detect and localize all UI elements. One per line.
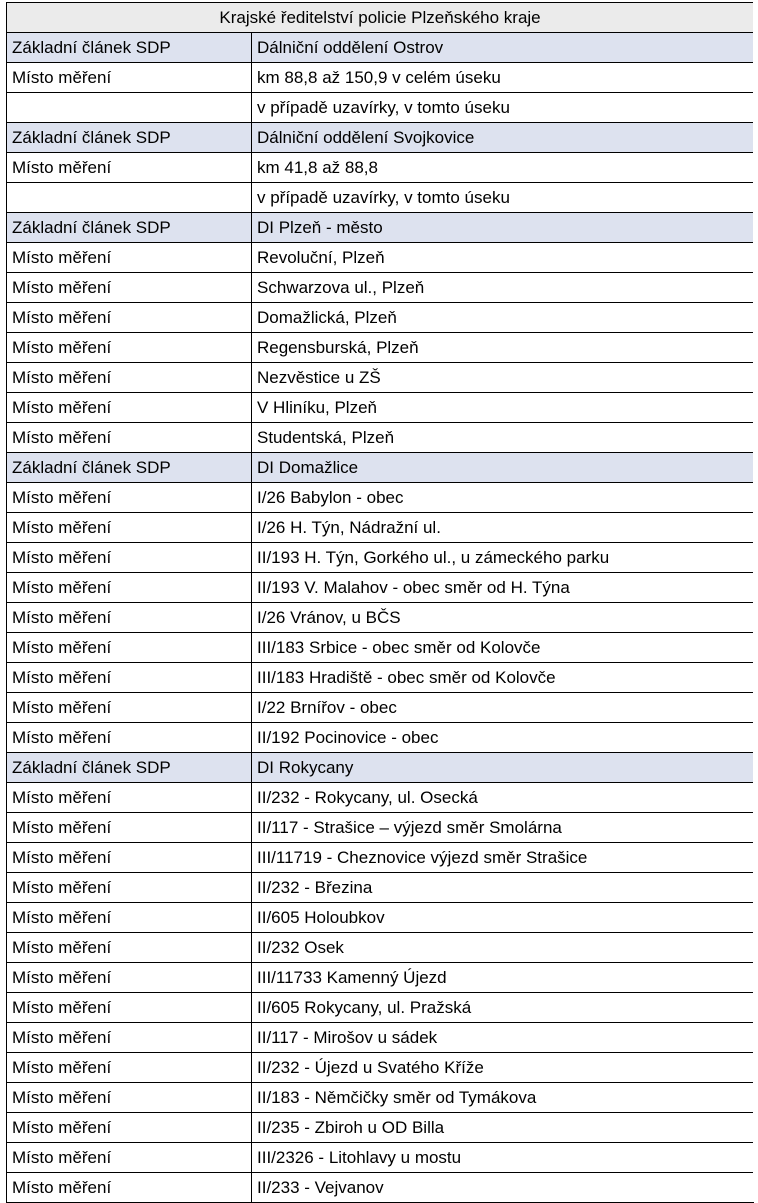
row-location: V Hliníku, Plzeň — [252, 393, 754, 423]
section-unit-label: Základní článek SDP — [7, 33, 252, 63]
section-unit-name: DI Rokycany — [252, 753, 754, 783]
section-unit-label: Základní článek SDP — [7, 123, 252, 153]
row-location: III/11733 Kamenný Újezd — [252, 963, 754, 993]
row-location: v případě uzavírky, v tomto úseku — [252, 183, 754, 213]
table-body — [7, 3, 754, 1203]
row-label: Místo měření — [7, 873, 252, 903]
row-location: Nezvěstice u ZŠ — [252, 363, 754, 393]
row-location: II/193 V. Malahov - obec směr od H. Týna — [252, 573, 754, 603]
table-row — [7, 573, 754, 603]
row-location: Domažlická, Plzeň — [252, 303, 754, 333]
row-label: Místo měření — [7, 363, 252, 393]
row-label: Místo měření — [7, 903, 252, 933]
title-row — [7, 3, 754, 33]
section-header-row — [7, 123, 754, 153]
row-location: v případě uzavírky, v tomto úseku — [252, 93, 754, 123]
table-row — [7, 483, 754, 513]
row-location: II/232 Osek — [252, 933, 754, 963]
table-row — [7, 513, 754, 543]
row-label: Místo měření — [7, 273, 252, 303]
row-location: II/192 Pocinovice - obec — [252, 723, 754, 753]
row-label: Místo měření — [7, 633, 252, 663]
row-label: Místo měření — [7, 153, 252, 183]
right-margin — [753, 0, 758, 1202]
table-row — [7, 393, 754, 423]
table-title: Krajské ředitelství policie Plzeňského kraje — [7, 3, 754, 33]
row-location: II/183 - Němčičky směr od Tymákova — [252, 1083, 754, 1113]
row-location: I/26 H. Týn, Nádražní ul. — [252, 513, 754, 543]
table-row — [7, 963, 754, 993]
row-label: Místo měření — [7, 333, 252, 363]
table-row — [7, 993, 754, 1023]
row-location: II/232 - Újezd u Svatého Kříže — [252, 1053, 754, 1083]
row-label — [7, 183, 252, 213]
row-location: km 41,8 až 88,8 — [252, 153, 754, 183]
row-label: Místo měření — [7, 813, 252, 843]
row-label: Místo měření — [7, 723, 252, 753]
table-row — [7, 813, 754, 843]
row-location: II/117 - Strašice – výjezd směr Smolárna — [252, 813, 754, 843]
row-location: II/233 - Vejvanov — [252, 1173, 754, 1203]
row-location: I/26 Vránov, u BČS — [252, 603, 754, 633]
table-row — [7, 663, 754, 693]
table-row — [7, 243, 754, 273]
row-label: Místo měření — [7, 513, 252, 543]
row-location: II/232 - Rokycany, ul. Osecká — [252, 783, 754, 813]
measurement-locations-table — [6, 2, 754, 1203]
section-unit-label: Základní článek SDP — [7, 753, 252, 783]
table-row — [7, 693, 754, 723]
row-location: II/605 Rokycany, ul. Pražská — [252, 993, 754, 1023]
row-location: Schwarzova ul., Plzeň — [252, 273, 754, 303]
table-row — [7, 1173, 754, 1203]
row-label: Místo měření — [7, 933, 252, 963]
table-row — [7, 783, 754, 813]
row-label: Místo měření — [7, 573, 252, 603]
row-label: Místo měření — [7, 993, 252, 1023]
row-label: Místo měření — [7, 303, 252, 333]
row-location: II/605 Holoubkov — [252, 903, 754, 933]
table-row — [7, 933, 754, 963]
row-location: Revoluční, Plzeň — [252, 243, 754, 273]
row-label: Místo měření — [7, 693, 252, 723]
section-unit-name: DI Plzeň - město — [252, 213, 754, 243]
row-label: Místo měření — [7, 663, 252, 693]
section-header-row — [7, 753, 754, 783]
section-unit-label: Základní článek SDP — [7, 453, 252, 483]
table-row — [7, 93, 754, 123]
section-header-row — [7, 213, 754, 243]
row-location: Regensburská, Plzeň — [252, 333, 754, 363]
row-label: Místo měření — [7, 483, 252, 513]
row-label: Místo měření — [7, 423, 252, 453]
row-label: Místo měření — [7, 1173, 252, 1203]
row-location: II/232 - Březina — [252, 873, 754, 903]
row-label: Místo měření — [7, 243, 252, 273]
row-location: II/117 - Mirošov u sádek — [252, 1023, 754, 1053]
table-row — [7, 63, 754, 93]
row-label: Místo měření — [7, 393, 252, 423]
row-label: Místo měření — [7, 843, 252, 873]
table-row — [7, 153, 754, 183]
section-unit-name: Dálniční oddělení Svojkovice — [252, 123, 754, 153]
row-location: III/183 Srbice - obec směr od Kolovče — [252, 633, 754, 663]
table-row — [7, 1053, 754, 1083]
table-row — [7, 1143, 754, 1173]
table-row — [7, 363, 754, 393]
table-row — [7, 723, 754, 753]
row-location: II/193 H. Týn, Gorkého ul., u zámeckého parku — [252, 543, 754, 573]
section-unit-name: DI Domažlice — [252, 453, 754, 483]
table-row — [7, 843, 754, 873]
row-label: Místo měření — [7, 603, 252, 633]
table-row — [7, 303, 754, 333]
table-row — [7, 1113, 754, 1143]
row-location: km 88,8 až 150,9 v celém úseku — [252, 63, 754, 93]
table-row — [7, 1023, 754, 1053]
table-row — [7, 543, 754, 573]
row-location: III/11719 - Cheznovice výjezd směr Strašice — [252, 843, 754, 873]
row-label: Místo měření — [7, 783, 252, 813]
section-header-row — [7, 453, 754, 483]
row-label: Místo měření — [7, 1053, 252, 1083]
table-row — [7, 873, 754, 903]
table-row — [7, 183, 754, 213]
row-location: III/183 Hradiště - obec směr od Kolovče — [252, 663, 754, 693]
row-label: Místo měření — [7, 1143, 252, 1173]
section-unit-name: Dálniční oddělení Ostrov — [252, 33, 754, 63]
row-location: I/26 Babylon - obec — [252, 483, 754, 513]
row-location: Studentská, Plzeň — [252, 423, 754, 453]
table-row — [7, 333, 754, 363]
row-label: Místo měření — [7, 63, 252, 93]
table-row — [7, 423, 754, 453]
row-label: Místo měření — [7, 543, 252, 573]
row-label: Místo měření — [7, 1083, 252, 1113]
row-label: Místo měření — [7, 963, 252, 993]
row-label: Místo měření — [7, 1113, 252, 1143]
row-label: Místo měření — [7, 1023, 252, 1053]
table-row — [7, 1083, 754, 1113]
row-location: II/235 - Zbiroh u OD Billa — [252, 1113, 754, 1143]
table-row — [7, 633, 754, 663]
table-row — [7, 903, 754, 933]
row-location: III/2326 - Litohlavy u mostu — [252, 1143, 754, 1173]
section-unit-label: Základní článek SDP — [7, 213, 252, 243]
section-header-row — [7, 33, 754, 63]
row-location: I/22 Brnířov - obec — [252, 693, 754, 723]
row-label — [7, 93, 252, 123]
table-row — [7, 273, 754, 303]
table-row — [7, 603, 754, 633]
